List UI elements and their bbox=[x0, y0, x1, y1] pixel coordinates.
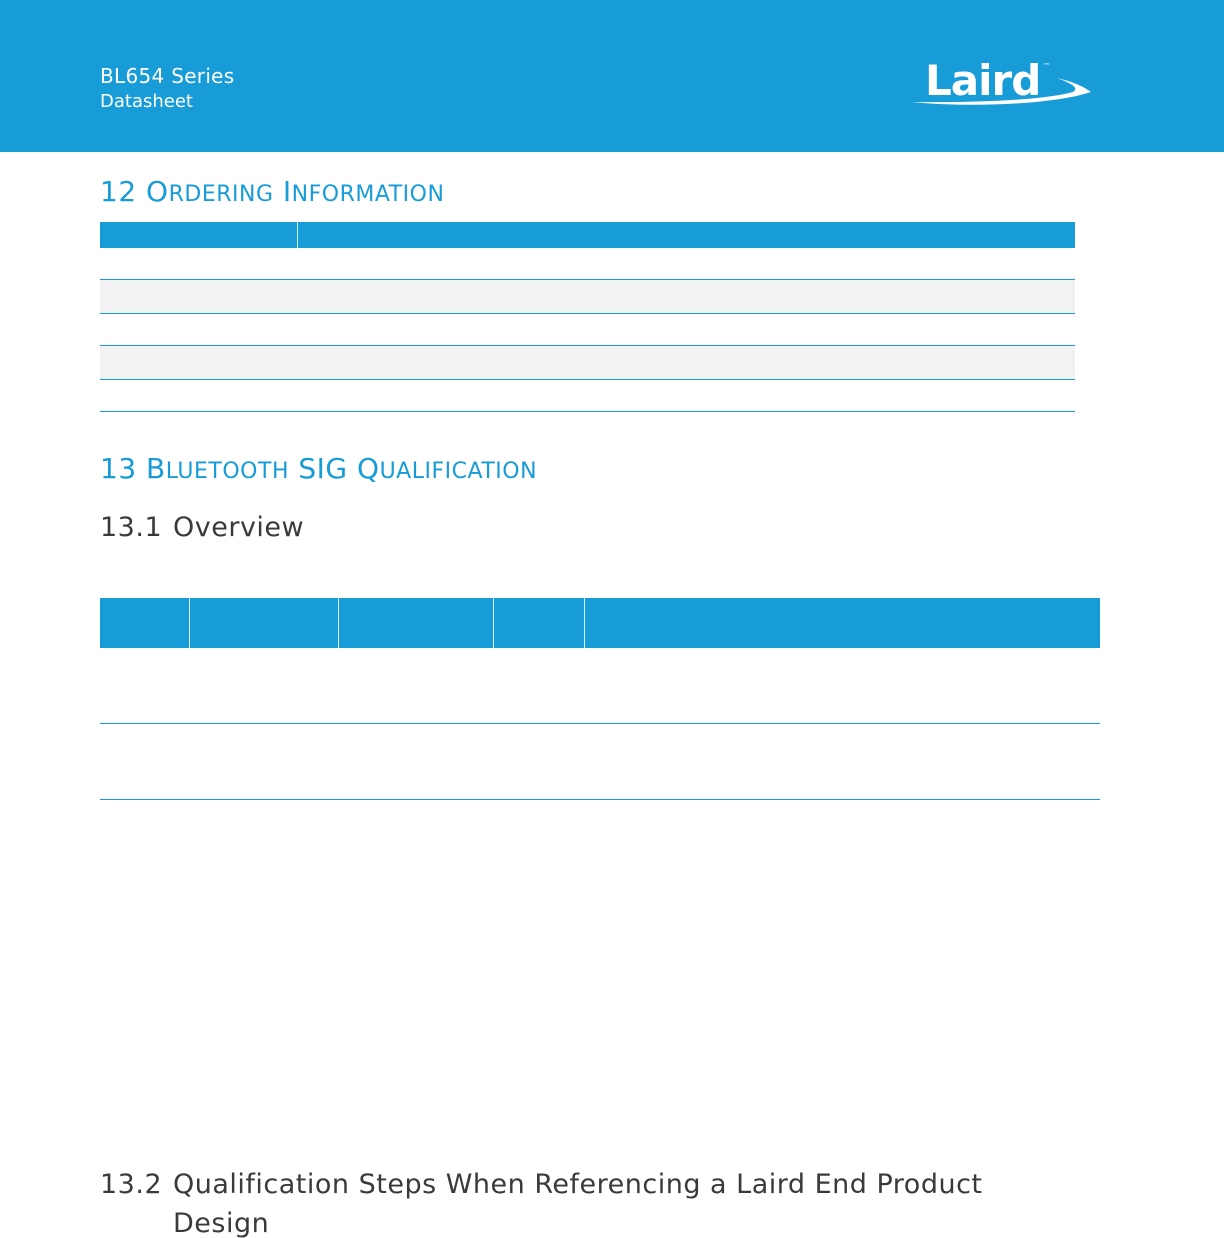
ordering-table-row bbox=[100, 280, 1075, 314]
qualification-table-header bbox=[100, 598, 1100, 648]
logo-trademark: ™ bbox=[1043, 62, 1050, 70]
section-13-title: BLUETOOTH SIG QUALIFICATION bbox=[146, 452, 538, 485]
qualification-table-header-divider bbox=[493, 598, 494, 648]
subsection-13-2-title-line1: Qualification Steps When Referencing a Laird End Product bbox=[173, 1169, 983, 1200]
qualification-table-header-divider bbox=[584, 598, 585, 648]
section-13-number: 13 bbox=[100, 452, 137, 485]
subsection-13-1-heading bbox=[100, 512, 304, 543]
page-header bbox=[0, 0, 1224, 152]
qualification-table-header-divider bbox=[338, 598, 339, 648]
subsection-13-2-heading bbox=[100, 1165, 983, 1238]
subsection-13-2-title-line2: Design bbox=[173, 1208, 270, 1238]
qualification-table-row bbox=[100, 724, 1100, 800]
header-doc-type: Datasheet bbox=[100, 91, 193, 112]
ordering-table-row bbox=[100, 346, 1075, 380]
section-12-number: 12 bbox=[100, 175, 137, 208]
subsection-13-1-number: 13.1 bbox=[100, 512, 163, 543]
section-12-heading bbox=[100, 175, 444, 208]
qualification-table-header-divider bbox=[189, 598, 190, 648]
ordering-table-header-divider bbox=[297, 222, 298, 248]
ordering-table-row bbox=[100, 248, 1075, 280]
laird-logo bbox=[905, 56, 1105, 116]
section-13-heading bbox=[100, 452, 537, 485]
subsection-13-1-title: Overview bbox=[173, 512, 305, 543]
section-12-title: ORDERING INFORMATION bbox=[146, 175, 445, 208]
subsection-13-2-number: 13.2 bbox=[100, 1169, 163, 1200]
logo-wordmark: Laird bbox=[925, 56, 1041, 105]
ordering-table-row bbox=[100, 380, 1075, 412]
ordering-table-header bbox=[100, 222, 1075, 248]
header-series: BL654 Series bbox=[100, 64, 235, 88]
ordering-table-row bbox=[100, 314, 1075, 346]
qualification-table-row bbox=[100, 648, 1100, 724]
